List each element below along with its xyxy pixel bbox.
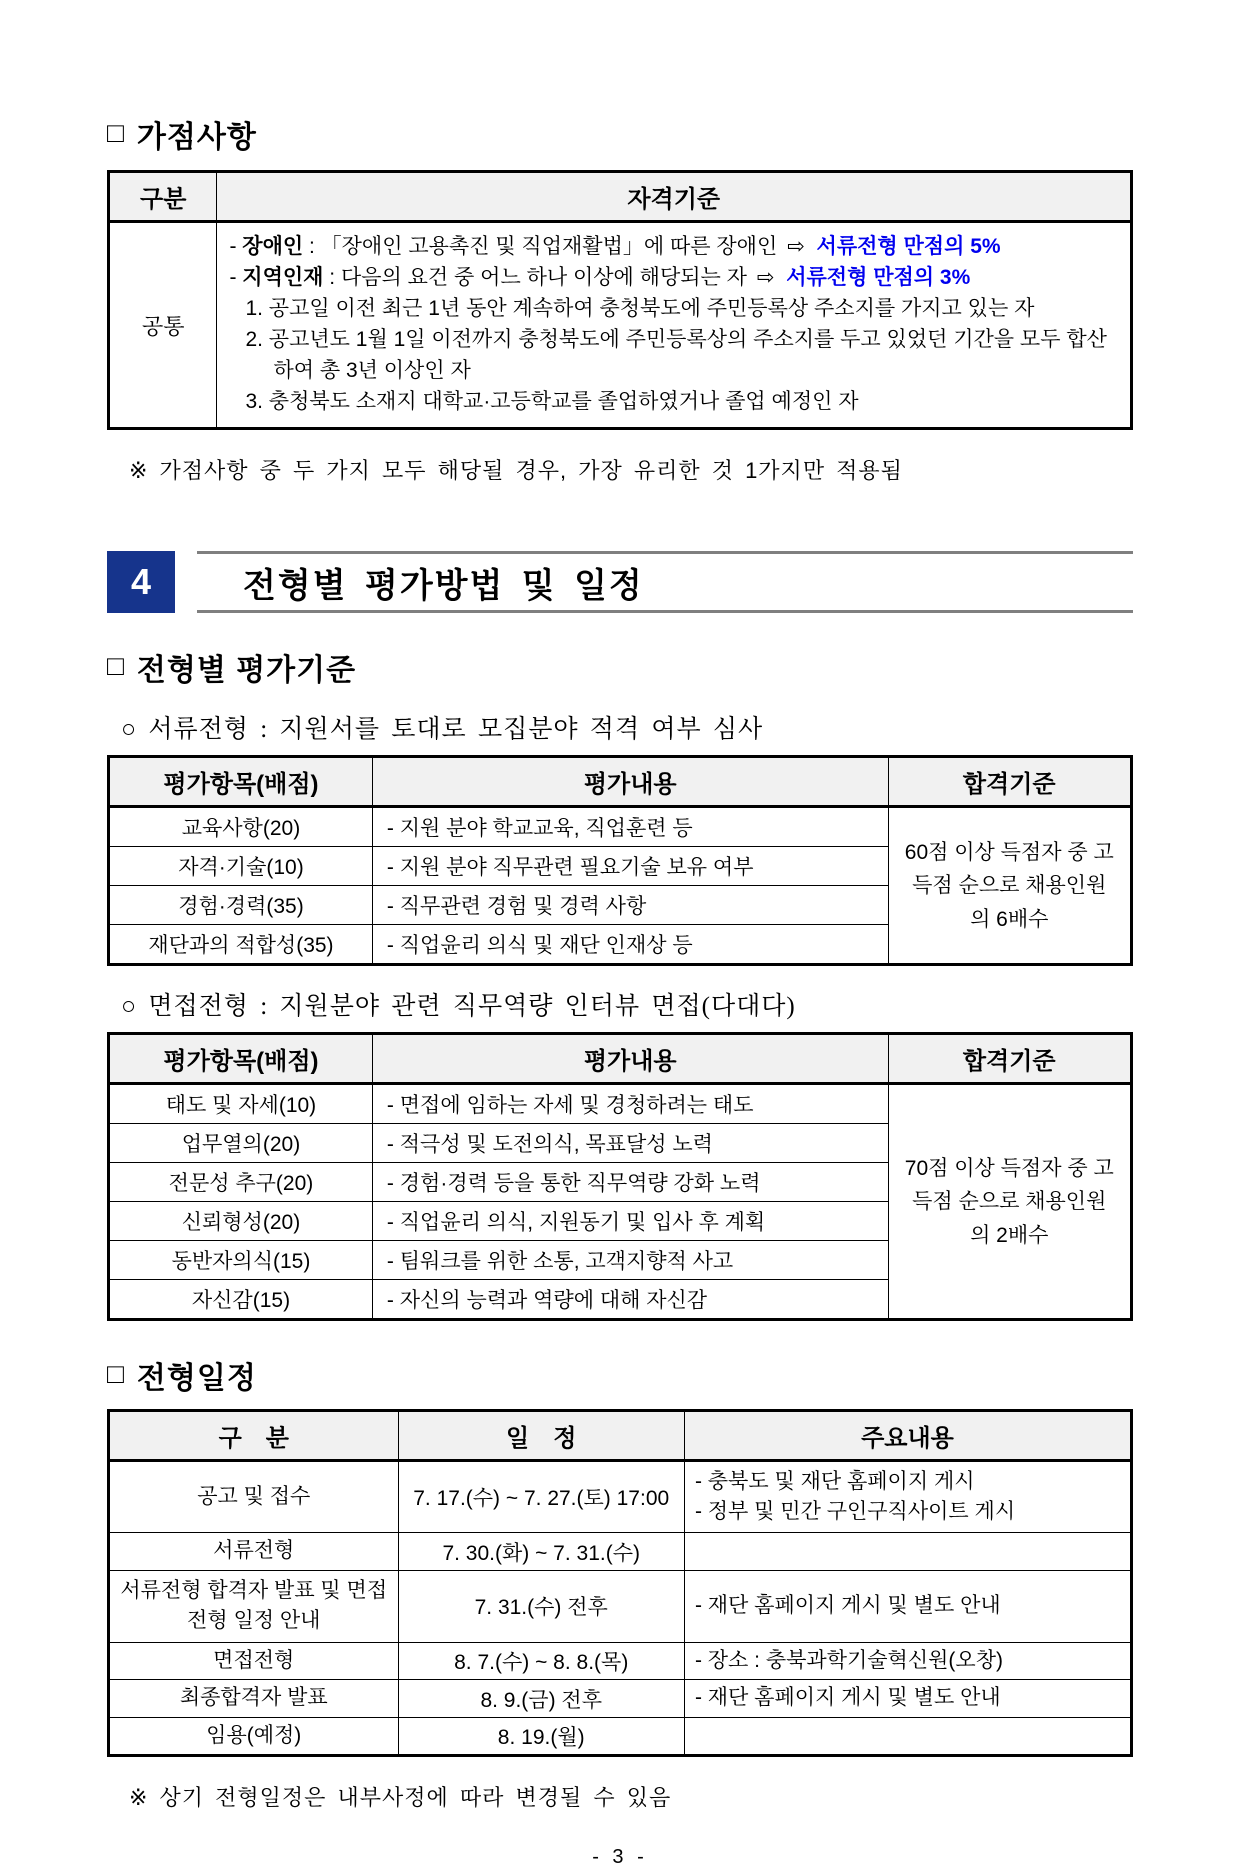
bonus-term: 장애인: [242, 235, 304, 258]
table-header-row: [109, 172, 1132, 222]
square-bullet-icon: □: [107, 1358, 125, 1390]
column-header: 주요내용: [684, 1411, 1131, 1461]
interview-table: [107, 1032, 1133, 1321]
pass-criteria: 60점 이상 득점자 중 고득점 순으로 채용인원의 6배수: [888, 807, 1131, 965]
schedule-category: 면접전형: [109, 1642, 399, 1679]
bonus-term: 지역인재: [242, 266, 324, 290]
eval-content: - 지원 분야 직무관련 필요기술 보유 여부: [372, 847, 888, 886]
eval-item: 전문성 추구(20): [109, 1163, 373, 1202]
table-row: [109, 1084, 1132, 1124]
table-row: [109, 1570, 1132, 1642]
criteria-section-title: 전형별 평가기준: [136, 654, 357, 688]
bonus-criteria-table: [107, 170, 1133, 430]
bonus-desc: : 다음의 요건 중 어느 하나 이상에 해당되는 자: [323, 266, 747, 290]
document-screening-table: [107, 755, 1133, 966]
row-label: 공통: [109, 222, 217, 429]
bonus-item-disabled: [229, 231, 1118, 262]
eval-item: 경험·경력(35): [109, 886, 373, 925]
eval-content: - 직업윤리 의식 및 재단 인재상 등: [372, 925, 888, 965]
table-row: [109, 1533, 1132, 1570]
schedule-section-heading: [107, 1353, 1133, 1397]
criteria-section-heading: [107, 645, 1133, 689]
regional-condition-1: 1. 공고일 이전 최근 1년 동안 계속하여 충청북도에 주민등록상 주소지를 가지고 있는 자: [245, 297, 1035, 321]
column-header: 일 정: [398, 1411, 684, 1461]
detail-line: - 재단 홈페이지 게시 및 별도 안내: [694, 1594, 1001, 1618]
eval-item: 재단과의 적합성(35): [109, 925, 373, 965]
schedule-section-title: 전형일정: [136, 1362, 257, 1396]
schedule-date: 7. 31.(수) 전후: [398, 1570, 684, 1642]
eval-content: - 직업윤리 의식, 지원동기 및 입사 후 계획: [372, 1202, 888, 1241]
eval-item: 업무열의(20): [109, 1124, 373, 1163]
square-bullet-icon: □: [107, 650, 125, 682]
document-screening-intro: ○ 서류전형 : 지원서를 토대로 모집분야 적격 여부 심사: [121, 716, 764, 744]
eval-content: - 팀워크를 위한 소통, 고객지향적 사고: [372, 1241, 888, 1280]
column-header: 구분: [109, 172, 217, 222]
schedule-details: [684, 1680, 1131, 1717]
schedule-date: 7. 17.(수) ~ 7. 27.(토) 17:00: [398, 1461, 684, 1533]
dash: -: [229, 235, 237, 258]
section-number-badge: 4: [107, 551, 175, 613]
square-bullet-icon: □: [107, 117, 125, 148]
pass-criteria: 70점 이상 득점자 중 고득점 순으로 채용인원의 2배수: [888, 1084, 1131, 1320]
eval-item: 교육사항(20): [109, 807, 373, 847]
page-number: - 3 -: [592, 1846, 648, 1869]
bonus-section-title: 가점사항: [136, 121, 257, 154]
schedule-date: 8. 7.(수) ~ 8. 8.(목): [398, 1642, 684, 1679]
bonus-value: 서류전형 만점의 5%: [816, 235, 1001, 258]
bonus-section-heading: [107, 112, 1133, 156]
schedule-date: 8. 19.(월): [398, 1717, 684, 1755]
eval-item: 신뢰형성(20): [109, 1202, 373, 1241]
schedule-details: [684, 1461, 1131, 1533]
schedule-category: 공고 및 접수: [109, 1461, 399, 1533]
schedule-details: [684, 1717, 1131, 1755]
eval-content: - 면접에 임하는 자세 및 경청하려는 태도: [372, 1084, 888, 1124]
detail-line: - 충북도 및 재단 홈페이지 게시: [694, 1470, 975, 1494]
right-arrow-icon: ⇨: [787, 235, 805, 258]
schedule-category: 임용(예정): [109, 1717, 399, 1755]
table-row: [109, 1642, 1132, 1679]
schedule-note: ※ 상기 전형일정은 내부사정에 따라 변경될 수 있음: [129, 1785, 672, 1811]
eval-content: - 적극성 및 도전의식, 목표달성 노력: [372, 1124, 888, 1163]
detail-line: - 재단 홈페이지 게시 및 별도 안내: [694, 1686, 1001, 1710]
detail-line: - 장소 : 충북과학기술혁신원(오창): [694, 1648, 1003, 1672]
schedule-category: 최종합격자 발표: [109, 1680, 399, 1717]
eval-content: - 자신의 능력과 역량에 대해 자신감: [372, 1280, 888, 1320]
eval-item: 자신감(15): [109, 1280, 373, 1320]
section-title: 전형별 평가방법 및 일정: [197, 551, 1133, 613]
schedule-details: [684, 1642, 1131, 1679]
column-header: 평가내용: [372, 757, 888, 807]
detail-line: - 정부 및 민간 구인구직사이트 게시: [694, 1500, 1016, 1524]
column-header: 평가항목(배점): [109, 757, 373, 807]
eval-item: 태도 및 자세(10): [109, 1084, 373, 1124]
schedule-date: 8. 9.(금) 전후: [398, 1680, 684, 1717]
column-header: 평가항목(배점): [109, 1034, 373, 1084]
table-header-row: [109, 1411, 1132, 1461]
interview-intro: ○ 면접전형 : 지원분야 관련 직무역량 인터뷰 면접(다대다): [121, 993, 796, 1021]
qualification-content-cell: [217, 222, 1132, 429]
schedule-details: [684, 1570, 1131, 1642]
table-row: [109, 1680, 1132, 1717]
table-header-row: [109, 1034, 1132, 1084]
regional-condition-3: 3. 충청북도 소재지 대학교·고등학교를 졸업하였거나 졸업 예정인 자: [245, 390, 859, 414]
column-header: 자격기준: [217, 172, 1132, 222]
section-4-banner: [107, 551, 1133, 613]
schedule-date: 7. 30.(화) ~ 7. 31.(수): [398, 1533, 684, 1570]
bonus-desc: : 「장애인 고용촉진 및 직업재활법」에 따른 장애인: [303, 235, 778, 258]
eval-item: 동반자의식(15): [109, 1241, 373, 1280]
eval-content: - 경험·경력 등을 통한 직무역량 강화 노력: [372, 1163, 888, 1202]
schedule-details: [684, 1533, 1131, 1570]
right-arrow-icon: ⇨: [756, 266, 775, 290]
table-row: [109, 222, 1132, 429]
column-header: 평가내용: [372, 1034, 888, 1084]
eval-item: 자격·기술(10): [109, 847, 373, 886]
eval-content: - 직무관련 경험 및 경력 사항: [372, 886, 888, 925]
column-header: 합격기준: [888, 757, 1131, 807]
dash: -: [229, 266, 237, 290]
column-header: 구 분: [109, 1411, 399, 1461]
regional-condition-2: 2. 공고년도 1월 1일 이전까지 충청북도에 주민등록상의 주소지를 두고 있었던 기간을 모두 합산하여 총 3년 이상인 자: [245, 328, 1107, 383]
schedule-table: [107, 1409, 1133, 1757]
table-row: [109, 1461, 1132, 1533]
table-row: [109, 807, 1132, 847]
bonus-item-regional: [229, 262, 1118, 293]
table-header-row: [109, 757, 1132, 807]
eval-content: - 지원 분야 학교교육, 직업훈련 등: [372, 807, 888, 847]
schedule-category: 서류전형 합격자 발표 및 면접전형 일정 안내: [109, 1570, 399, 1642]
column-header: 합격기준: [888, 1034, 1131, 1084]
bonus-value: 서류전형 만점의 3%: [786, 266, 971, 290]
bonus-note: ※ 가점사항 중 두 가지 모두 해당될 경우, 가장 유리한 것 1가지만 적용됨: [129, 458, 903, 484]
table-row: [109, 1717, 1132, 1755]
schedule-category: 서류전형: [109, 1533, 399, 1570]
